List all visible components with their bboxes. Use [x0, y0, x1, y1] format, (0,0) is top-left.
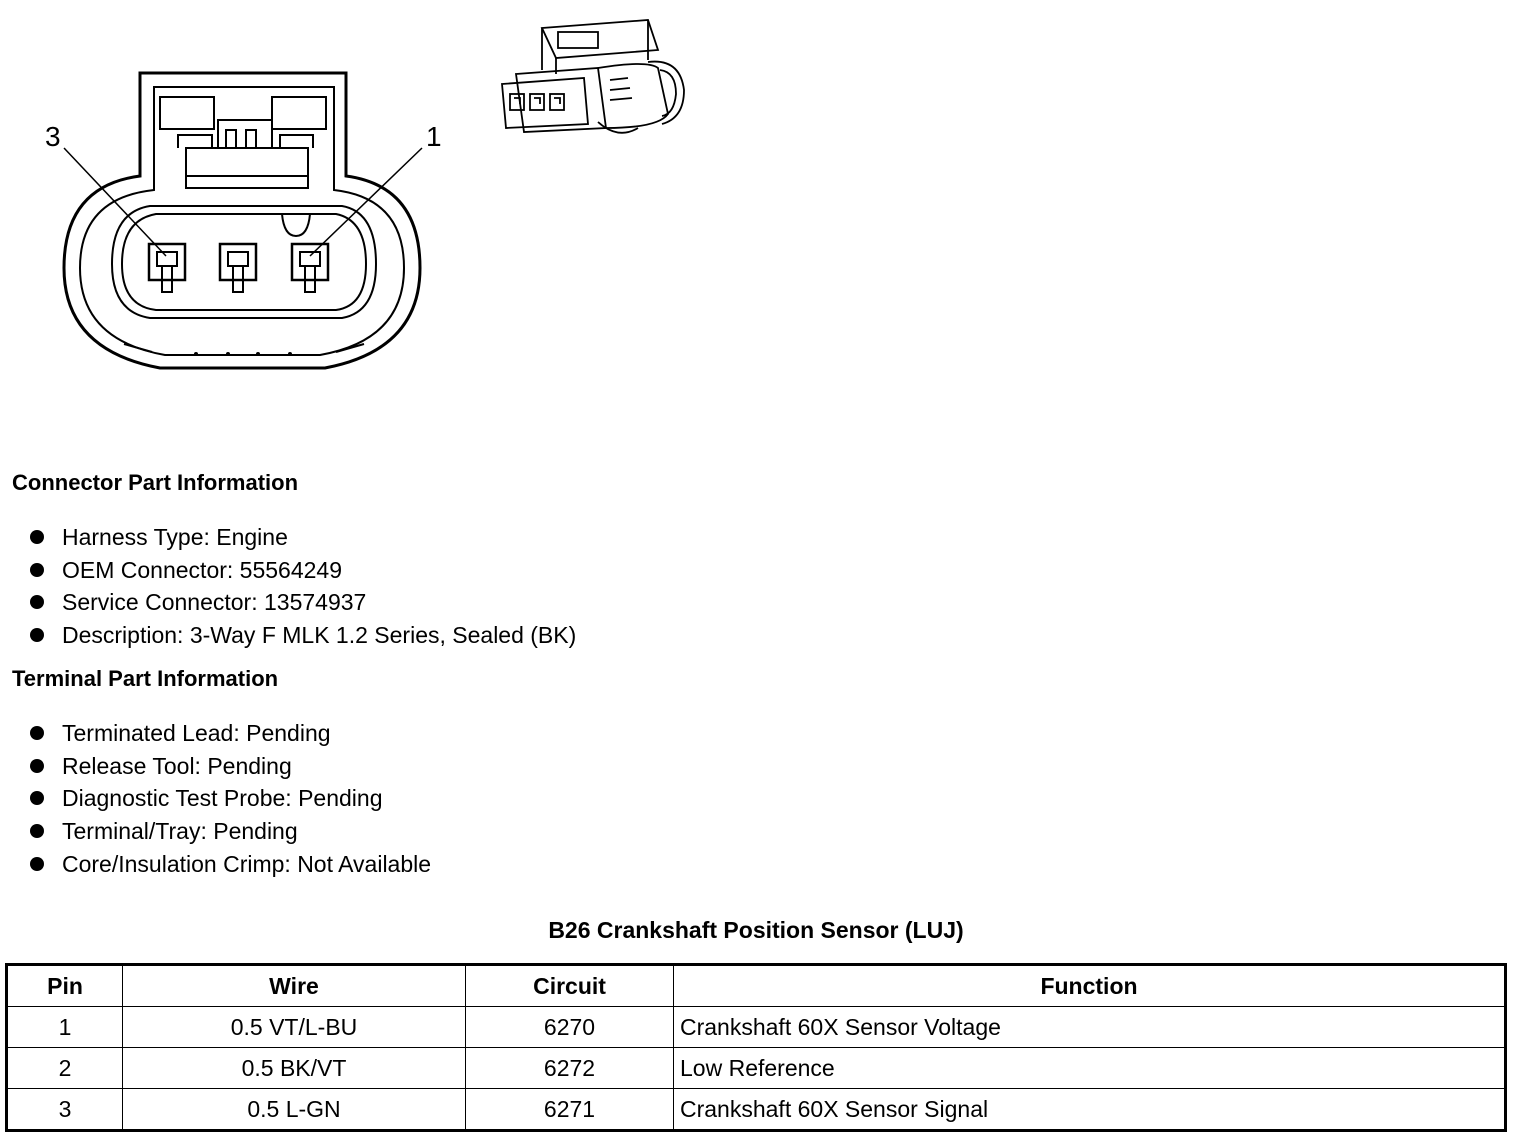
pin-3-label: 3	[45, 121, 61, 152]
bullet-icon	[30, 595, 44, 609]
terminal-section-title: Terminal Part Information	[12, 666, 279, 691]
pinout-table	[5, 963, 1507, 1132]
list-item: Description: 3-Way F MLK 1.2 Series, Sealed (BK)	[30, 619, 576, 652]
cell-circuit: 6272	[466, 1048, 674, 1089]
pin-1-label: 1	[426, 121, 442, 152]
header-wire: Wire	[123, 965, 466, 1007]
table-header-row	[7, 965, 1506, 1007]
header-circuit: Circuit	[466, 965, 674, 1007]
connector-isometric-view	[498, 10, 694, 145]
cell-wire: 0.5 BK/VT	[123, 1048, 466, 1089]
cell-wire: 0.5 L-GN	[123, 1089, 466, 1131]
cell-function: Crankshaft 60X Sensor Voltage	[674, 1007, 1506, 1048]
list-item: Service Connector: 13574937	[30, 586, 576, 619]
bullet-icon	[30, 791, 44, 805]
bullet-icon	[30, 563, 44, 577]
bullet-icon	[30, 628, 44, 642]
cell-pin: 2	[7, 1048, 123, 1089]
cell-pin: 3	[7, 1089, 123, 1131]
list-item: Core/Insulation Crimp: Not Available	[30, 848, 431, 881]
cell-wire: 0.5 VT/L-BU	[123, 1007, 466, 1048]
list-item: Harness Type: Engine	[30, 521, 576, 554]
connector-info-list	[30, 521, 576, 652]
table-title: B26 Crankshaft Position Sensor (LUJ)	[548, 917, 964, 943]
terminal-info-list	[30, 717, 431, 880]
cell-circuit: 6271	[466, 1089, 674, 1131]
list-item: Release Tool: Pending	[30, 750, 431, 783]
table-row	[7, 1089, 1506, 1131]
header-function: Function	[674, 965, 1506, 1007]
header-pin: Pin	[7, 965, 123, 1007]
list-item: Diagnostic Test Probe: Pending	[30, 782, 431, 815]
table-row	[7, 1048, 1506, 1089]
bullet-icon	[30, 857, 44, 871]
cell-pin: 1	[7, 1007, 123, 1048]
bullet-icon	[30, 824, 44, 838]
bullet-icon	[30, 726, 44, 740]
list-item: OEM Connector: 55564249	[30, 554, 576, 587]
list-item: Terminal/Tray: Pending	[30, 815, 431, 848]
bullet-icon	[30, 530, 44, 544]
cell-circuit: 6270	[466, 1007, 674, 1048]
table-row	[7, 1007, 1506, 1048]
bullet-icon	[30, 759, 44, 773]
cell-function: Crankshaft 60X Sensor Signal	[674, 1089, 1506, 1131]
connector-section-title: Connector Part Information	[12, 470, 299, 495]
list-item: Terminated Lead: Pending	[30, 717, 431, 750]
cell-function: Low Reference	[674, 1048, 1506, 1089]
